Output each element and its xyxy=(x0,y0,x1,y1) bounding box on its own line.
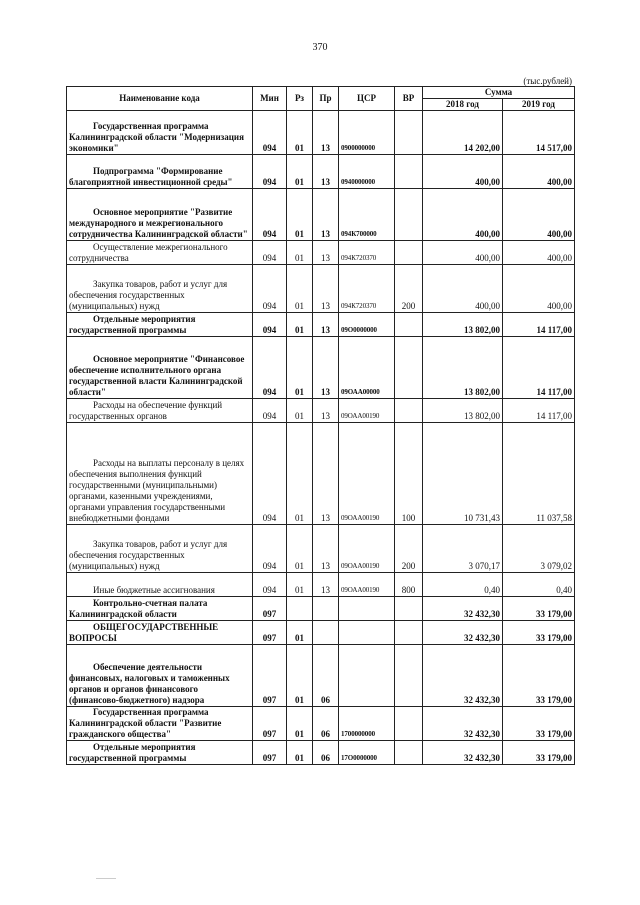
row-vr xyxy=(395,741,423,765)
row-rz: 01 xyxy=(287,621,313,645)
table-row xyxy=(67,741,575,765)
row-name: Отдельные мероприятия государственной программы xyxy=(67,313,253,337)
row-pr: 13 xyxy=(313,265,339,313)
table-row xyxy=(67,573,575,597)
row-min: 094 xyxy=(253,399,287,423)
table-row xyxy=(67,621,575,645)
scan-mark xyxy=(96,878,116,879)
header-min: Мин xyxy=(253,87,287,111)
row-vr xyxy=(395,399,423,423)
table-row xyxy=(67,337,575,399)
table-row xyxy=(67,155,575,189)
row-min: 094 xyxy=(253,313,287,337)
row-pr xyxy=(313,597,339,621)
row-name: Государственная программа Калининградской области "Развитие гражданского общества" xyxy=(67,707,253,741)
row-pr: 06 xyxy=(313,707,339,741)
row-min: 097 xyxy=(253,621,287,645)
row-sum-2019: 400,00 xyxy=(503,155,575,189)
row-sum-2019: 14 117,00 xyxy=(503,337,575,399)
row-vr xyxy=(395,597,423,621)
table-row xyxy=(67,399,575,423)
row-min: 094 xyxy=(253,155,287,189)
row-pr: 13 xyxy=(313,241,339,265)
row-min: 094 xyxy=(253,111,287,155)
table-row xyxy=(67,189,575,241)
header-vr: ВР xyxy=(395,87,423,111)
row-sum-2018: 10 731,43 xyxy=(423,423,503,525)
row-sum-2018: 400,00 xyxy=(423,189,503,241)
table-row xyxy=(67,423,575,525)
table-row xyxy=(67,645,575,707)
row-pr: 06 xyxy=(313,645,339,707)
header-pr: Пр xyxy=(313,87,339,111)
row-csr: 09ОАА00190 xyxy=(339,525,395,573)
row-vr: 100 xyxy=(395,423,423,525)
row-min: 094 xyxy=(253,265,287,313)
row-rz: 01 xyxy=(287,525,313,573)
row-csr: 17О0000000 xyxy=(339,741,395,765)
row-rz: 01 xyxy=(287,399,313,423)
row-csr: 094К720370 xyxy=(339,265,395,313)
row-pr: 13 xyxy=(313,573,339,597)
row-sum-2018: 0,40 xyxy=(423,573,503,597)
row-sum-2018: 32 432,30 xyxy=(423,741,503,765)
row-name: Контрольно-счетная палата Калининградской области xyxy=(67,597,253,621)
row-csr: 1700000000 xyxy=(339,707,395,741)
row-sum-2019: 400,00 xyxy=(503,265,575,313)
row-name: ОБЩЕГОСУДАРСТВЕННЫЕ ВОПРОСЫ xyxy=(67,621,253,645)
row-vr xyxy=(395,241,423,265)
row-name: Государственная программа Калининградской области "Модернизация экономики" xyxy=(67,111,253,155)
header-csr: ЦСР xyxy=(339,87,395,111)
table-row xyxy=(67,525,575,573)
row-sum-2019: 33 179,00 xyxy=(503,645,575,707)
row-sum-2018: 13 802,00 xyxy=(423,399,503,423)
row-sum-2019: 33 179,00 xyxy=(503,707,575,741)
row-csr: 09ОАА00190 xyxy=(339,399,395,423)
row-min: 094 xyxy=(253,337,287,399)
header-2018: 2018 год xyxy=(423,99,503,111)
row-rz: 01 xyxy=(287,313,313,337)
row-sum-2019: 14 117,00 xyxy=(503,399,575,423)
row-csr xyxy=(339,621,395,645)
row-name: Отдельные мероприятия государственной программы xyxy=(67,741,253,765)
table-row xyxy=(67,111,575,155)
table-row xyxy=(67,597,575,621)
row-sum-2019: 0,40 xyxy=(503,573,575,597)
row-pr: 13 xyxy=(313,155,339,189)
row-sum-2019: 14 517,00 xyxy=(503,111,575,155)
row-rz: 01 xyxy=(287,423,313,525)
row-csr: 094К720370 xyxy=(339,241,395,265)
row-name: Закупка товаров, работ и услуг для обеспечения государственных (муниципальных) нужд xyxy=(67,265,253,313)
row-csr: 094К700000 xyxy=(339,189,395,241)
header-sum: Сумма xyxy=(423,87,575,99)
row-name: Иные бюджетные ассигнования xyxy=(67,573,253,597)
row-sum-2019: 14 117,00 xyxy=(503,313,575,337)
row-vr xyxy=(395,337,423,399)
row-pr: 13 xyxy=(313,189,339,241)
row-sum-2019: 33 179,00 xyxy=(503,621,575,645)
row-sum-2019: 33 179,00 xyxy=(503,741,575,765)
row-pr xyxy=(313,621,339,645)
row-csr: 09ОАА00190 xyxy=(339,423,395,525)
row-rz: 01 xyxy=(287,241,313,265)
row-vr xyxy=(395,645,423,707)
row-sum-2019: 11 037,58 xyxy=(503,423,575,525)
table-row xyxy=(67,313,575,337)
row-pr: 13 xyxy=(313,423,339,525)
page-number: 370 xyxy=(312,42,328,53)
row-rz: 01 xyxy=(287,573,313,597)
row-vr: 800 xyxy=(395,573,423,597)
row-vr xyxy=(395,155,423,189)
row-name: Основное мероприятие "Финансовое обеспечение исполнительного органа государственной власти Калининградской области" xyxy=(67,337,253,399)
row-rz: 01 xyxy=(287,265,313,313)
row-sum-2018: 13 802,00 xyxy=(423,313,503,337)
row-rz: 01 xyxy=(287,645,313,707)
row-min: 094 xyxy=(253,423,287,525)
row-sum-2019: 400,00 xyxy=(503,189,575,241)
row-sum-2018: 32 432,30 xyxy=(423,597,503,621)
row-sum-2018: 400,00 xyxy=(423,265,503,313)
row-name: Закупка товаров, работ и услуг для обеспечения государственных (муниципальных) нужд xyxy=(67,525,253,573)
row-rz: 01 xyxy=(287,111,313,155)
row-sum-2018: 400,00 xyxy=(423,241,503,265)
row-min: 097 xyxy=(253,645,287,707)
row-sum-2018: 14 202,00 xyxy=(423,111,503,155)
row-sum-2019: 400,00 xyxy=(503,241,575,265)
row-csr xyxy=(339,645,395,707)
row-min: 094 xyxy=(253,241,287,265)
header-name: Наименование кода xyxy=(67,87,253,111)
units-label: (тыс.рублей) xyxy=(523,76,572,86)
row-min: 097 xyxy=(253,741,287,765)
row-vr: 200 xyxy=(395,265,423,313)
row-pr: 13 xyxy=(313,337,339,399)
row-vr xyxy=(395,707,423,741)
row-vr: 200 xyxy=(395,525,423,573)
row-min: 094 xyxy=(253,189,287,241)
row-sum-2018: 3 070,17 xyxy=(423,525,503,573)
row-vr xyxy=(395,621,423,645)
row-csr: 09О0000000 xyxy=(339,313,395,337)
row-rz: 01 xyxy=(287,189,313,241)
row-min: 097 xyxy=(253,597,287,621)
header-rz: Рз xyxy=(287,87,313,111)
row-rz: 01 xyxy=(287,741,313,765)
row-sum-2019: 33 179,00 xyxy=(503,597,575,621)
row-sum-2018: 400,00 xyxy=(423,155,503,189)
table-row xyxy=(67,265,575,313)
row-name: Расходы на выплаты персоналу в целях обеспечения выполнения функций государственными (муниципальными) органами, казенными учреждениями, органами управления государственными внебюджетными фондами xyxy=(67,423,253,525)
table-header xyxy=(67,87,575,111)
row-pr: 13 xyxy=(313,525,339,573)
row-sum-2019: 3 079,02 xyxy=(503,525,575,573)
row-vr xyxy=(395,189,423,241)
row-min: 097 xyxy=(253,707,287,741)
row-csr: 0940000000 xyxy=(339,155,395,189)
row-vr xyxy=(395,313,423,337)
table-body xyxy=(67,111,575,765)
budget-table xyxy=(66,86,575,765)
row-sum-2018: 32 432,30 xyxy=(423,621,503,645)
table-row xyxy=(67,707,575,741)
row-sum-2018: 32 432,30 xyxy=(423,645,503,707)
row-csr: 09ОАА00000 xyxy=(339,337,395,399)
header-2019: 2019 год xyxy=(503,99,575,111)
row-csr xyxy=(339,597,395,621)
row-name: Расходы на обеспечение функций государственных органов xyxy=(67,399,253,423)
row-min: 094 xyxy=(253,573,287,597)
row-sum-2018: 32 432,30 xyxy=(423,707,503,741)
row-name: Осуществление межрегионального сотрудничества xyxy=(67,241,253,265)
row-pr: 06 xyxy=(313,741,339,765)
row-name: Обеспечение деятельности финансовых, налоговых и таможенных органов и органов финансового (финансово-бюджетного) надзора xyxy=(67,645,253,707)
row-pr: 13 xyxy=(313,111,339,155)
row-sum-2018: 13 802,00 xyxy=(423,337,503,399)
row-min: 094 xyxy=(253,525,287,573)
row-vr xyxy=(395,111,423,155)
row-name: Подпрограмма "Формирование благоприятной инвестиционной среды" xyxy=(67,155,253,189)
row-rz: 01 xyxy=(287,337,313,399)
table-row xyxy=(67,241,575,265)
row-rz: 01 xyxy=(287,155,313,189)
row-csr: 0900000000 xyxy=(339,111,395,155)
row-rz xyxy=(287,597,313,621)
row-pr: 13 xyxy=(313,399,339,423)
row-name: Основное мероприятие "Развитие международного и межрегионального сотрудничества Калининградской области" xyxy=(67,189,253,241)
row-pr: 13 xyxy=(313,313,339,337)
row-csr: 09ОАА00190 xyxy=(339,573,395,597)
row-rz: 01 xyxy=(287,707,313,741)
